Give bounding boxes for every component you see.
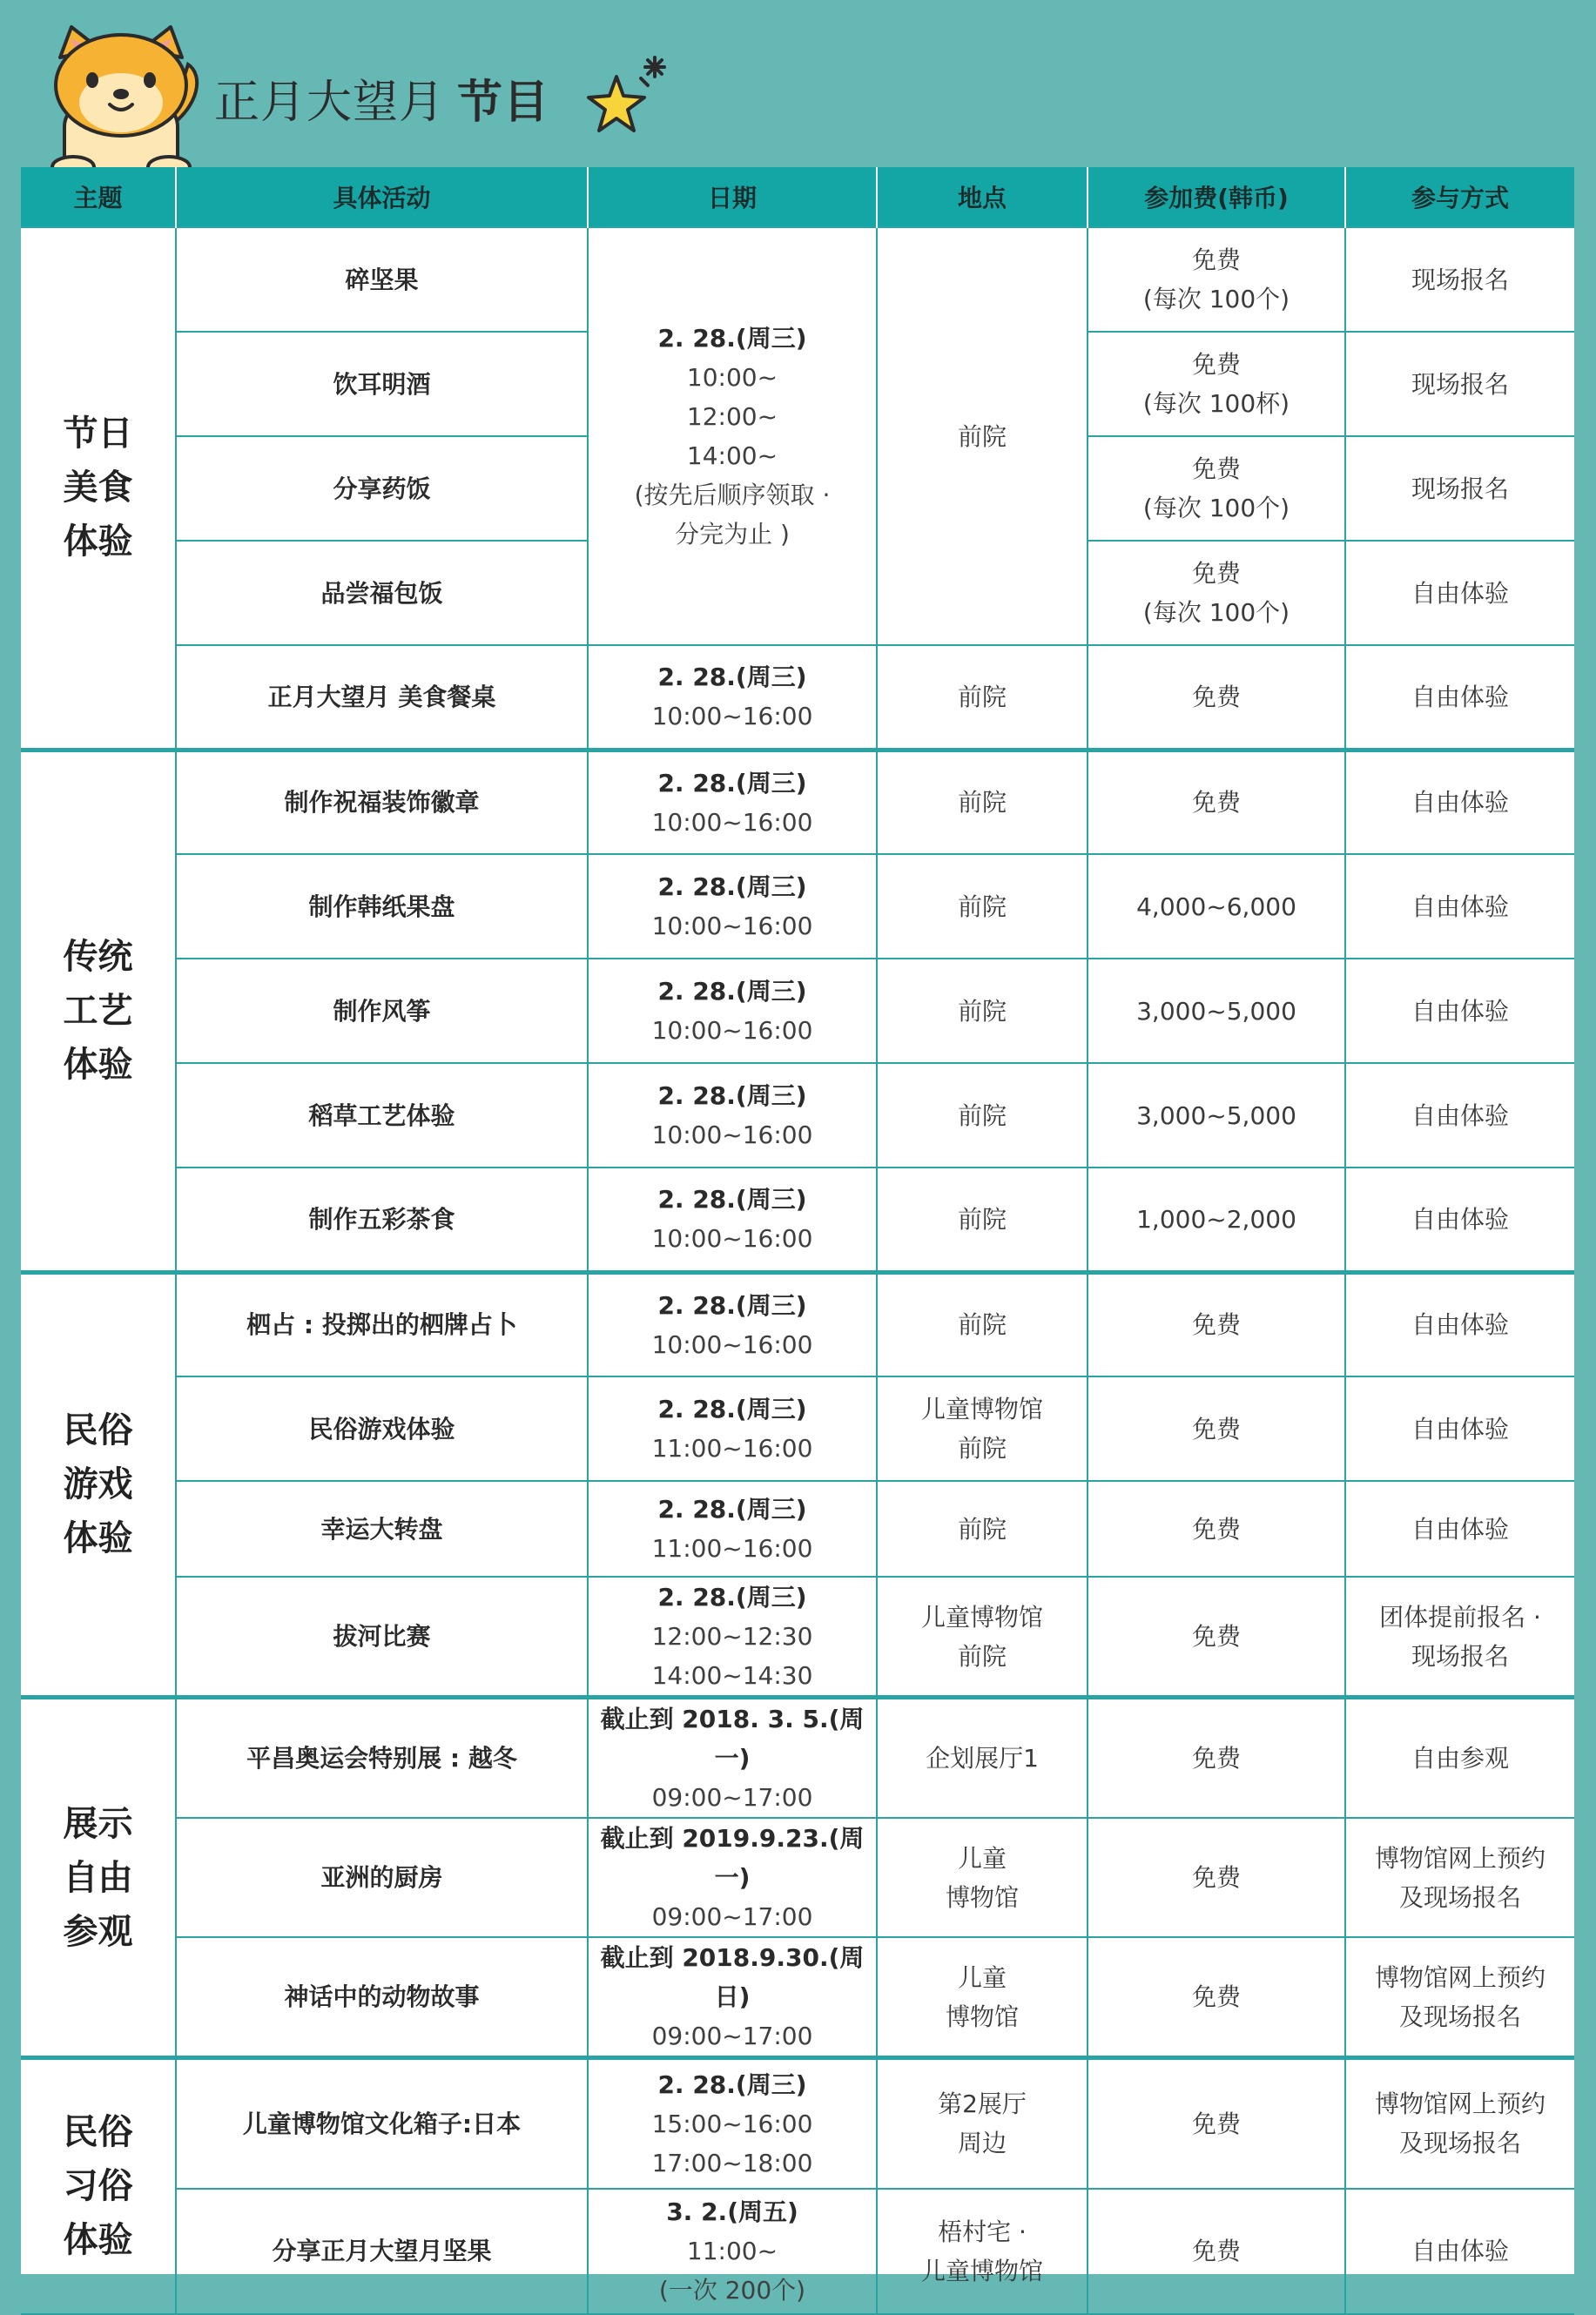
place-cell: 梧村宅 · 儿童博物馆 bbox=[877, 2189, 1088, 2314]
fee-cell: 免费 bbox=[1088, 2058, 1345, 2189]
date-cell bbox=[588, 1818, 877, 1937]
theme-cell: 展示 自由 参观 bbox=[21, 1698, 176, 2058]
date-time: 10:00~16:00 bbox=[651, 1016, 813, 1045]
table-header-row bbox=[21, 167, 1574, 227]
table-row bbox=[21, 1168, 1574, 1272]
method-cell: 自由体验 bbox=[1345, 645, 1574, 750]
activity-cell: 平昌奥运会特别展 : 越冬 bbox=[176, 1698, 588, 1819]
method-cell: 自由体验 bbox=[1345, 959, 1574, 1063]
date-cell bbox=[588, 1376, 877, 1481]
date-main: 3. 2.(周五) bbox=[666, 2197, 798, 2226]
header-place: 地点 bbox=[877, 167, 1088, 227]
table-row bbox=[21, 2189, 1574, 2314]
fee-cell: 免费 bbox=[1088, 1818, 1345, 1937]
place-cell: 儿童博物馆 前院 bbox=[877, 1577, 1088, 1698]
fee-cell: 免费 (每次 100个) bbox=[1088, 436, 1345, 541]
place-cell: 前院 bbox=[877, 645, 1088, 750]
header-date: 日期 bbox=[588, 167, 877, 227]
date-main: 2. 28.(周三) bbox=[657, 872, 807, 901]
date-time: 09:00~17:00 bbox=[651, 2022, 813, 2050]
date-main: 2. 28.(周三) bbox=[657, 1290, 807, 1320]
title-bold: 节目 bbox=[457, 77, 550, 129]
date-cell bbox=[588, 1481, 877, 1577]
fee-cell: 免费 bbox=[1088, 1376, 1345, 1481]
page-title bbox=[214, 71, 549, 134]
date-time: 15:00~16:00 17:00~18:00 bbox=[651, 2109, 813, 2177]
date-cell bbox=[588, 854, 877, 959]
shiba-dog-mascot-icon bbox=[38, 23, 204, 174]
activity-cell: 制作风筝 bbox=[176, 959, 588, 1063]
header-activity: 具体活动 bbox=[176, 167, 588, 227]
fee-cell: 免费 bbox=[1088, 645, 1345, 750]
table-row bbox=[21, 959, 1574, 1063]
place-cell: 前院 bbox=[877, 750, 1088, 854]
place-cell: 前院 bbox=[877, 959, 1088, 1063]
place-cell: 儿童博物馆 前院 bbox=[877, 1376, 1088, 1481]
activity-cell: 柶占 : 投掷出的柶牌占卜 bbox=[176, 1272, 588, 1376]
date-time: 11:00~16:00 bbox=[651, 1534, 813, 1563]
date-main: 截止到 2018. 3. 5.(周一) bbox=[600, 1705, 865, 1773]
place-cell: 前院 bbox=[877, 227, 1088, 645]
sparkle-star-icon bbox=[583, 52, 679, 139]
date-time: 12:00~12:30 14:00~14:30 bbox=[651, 1622, 813, 1690]
date-cell bbox=[588, 1937, 877, 2058]
date-main: 2. 28.(周三) bbox=[657, 1081, 807, 1110]
activity-cell: 拔河比赛 bbox=[176, 1577, 588, 1698]
place-cell: 儿童 博物馆 bbox=[877, 1937, 1088, 2058]
date-main: 2. 28.(周三) bbox=[657, 1395, 807, 1423]
date-cell bbox=[588, 1272, 877, 1376]
activity-cell: 碎坚果 bbox=[176, 227, 588, 332]
fee-cell: 免费 bbox=[1088, 1937, 1345, 2058]
date-cell bbox=[588, 2058, 877, 2189]
method-cell: 自由体验 bbox=[1345, 541, 1574, 645]
date-main: 2. 28.(周三) bbox=[657, 1185, 807, 1215]
date-main: 截止到 2018.9.30.(周日) bbox=[600, 1943, 865, 2011]
date-cell bbox=[588, 227, 877, 645]
date-cell bbox=[588, 1168, 877, 1272]
method-cell: 自由体验 bbox=[1345, 1481, 1574, 1577]
table-row bbox=[21, 1376, 1574, 1481]
theme-cell: 传统 工艺 体验 bbox=[21, 750, 176, 1272]
method-cell: 现场报名 bbox=[1345, 227, 1574, 332]
date-time: 10:00~16:00 bbox=[651, 807, 813, 837]
fee-cell: 免费 (每次 100个) bbox=[1088, 227, 1345, 332]
activity-cell: 神话中的动物故事 bbox=[176, 1937, 588, 2058]
title-main: 正月大望月 bbox=[214, 77, 446, 129]
method-cell: 自由体验 bbox=[1345, 1376, 1574, 1481]
fee-cell: 免费 (每次 100个) bbox=[1088, 541, 1345, 645]
program-table-container bbox=[21, 167, 1574, 2305]
place-cell: 企划展厅1 bbox=[877, 1698, 1088, 1819]
table-row bbox=[21, 2058, 1574, 2189]
method-cell: 现场报名 bbox=[1345, 436, 1574, 541]
fee-cell: 4,000~6,000 bbox=[1088, 854, 1345, 959]
place-cell: 儿童 博物馆 bbox=[877, 1818, 1088, 1937]
page-header bbox=[0, 0, 1596, 165]
fee-cell: 免费 bbox=[1088, 1272, 1345, 1376]
fee-cell: 免费 bbox=[1088, 750, 1345, 854]
date-time: 10:00~16:00 bbox=[651, 912, 813, 940]
method-cell: 自由体验 bbox=[1345, 750, 1574, 854]
method-cell: 自由体验 bbox=[1345, 854, 1574, 959]
method-cell: 团体提前报名 · 现场报名 bbox=[1345, 1577, 1574, 1698]
place-cell: 前院 bbox=[877, 1063, 1088, 1168]
fee-cell: 免费 bbox=[1088, 2189, 1345, 2314]
date-time: 10:00~16:00 bbox=[651, 702, 813, 731]
activity-cell: 品尝福包饭 bbox=[176, 541, 588, 645]
method-cell: 现场报名 bbox=[1345, 332, 1574, 436]
header-theme: 主题 bbox=[21, 167, 176, 227]
header-method: 参与方式 bbox=[1345, 167, 1574, 227]
activity-cell: 幸运大转盘 bbox=[176, 1481, 588, 1577]
date-time: 10:00~16:00 bbox=[651, 1224, 813, 1254]
date-time: 10:00~16:00 bbox=[651, 1120, 813, 1149]
method-cell: 自由体验 bbox=[1345, 1063, 1574, 1168]
method-cell: 自由体验 bbox=[1345, 1168, 1574, 1272]
date-time: 09:00~17:00 bbox=[651, 1902, 813, 1931]
theme-cell: 节日 美食 体验 bbox=[21, 227, 176, 750]
table-row bbox=[21, 227, 1574, 332]
date-main: 截止到 2019.9.23.(周一) bbox=[600, 1824, 865, 1892]
fee-cell: 免费 bbox=[1088, 1577, 1345, 1698]
table-row bbox=[21, 854, 1574, 959]
place-cell: 前院 bbox=[877, 1272, 1088, 1376]
table-row bbox=[21, 645, 1574, 750]
activity-cell: 分享药饭 bbox=[176, 436, 588, 541]
date-cell bbox=[588, 750, 877, 854]
activity-cell: 亚洲的厨房 bbox=[176, 1818, 588, 1937]
place-cell: 前院 bbox=[877, 1168, 1088, 1272]
activity-cell: 分享正月大望月坚果 bbox=[176, 2189, 588, 2314]
activity-cell: 民俗游戏体验 bbox=[176, 1376, 588, 1481]
theme-cell: 民俗 习俗 体验 bbox=[21, 2058, 176, 2314]
fee-cell: 3,000~5,000 bbox=[1088, 1063, 1345, 1168]
activity-cell: 正月大望月 美食餐桌 bbox=[176, 645, 588, 750]
fee-cell: 免费 (每次 100杯) bbox=[1088, 332, 1345, 436]
activity-cell: 制作五彩茶食 bbox=[176, 1168, 588, 1272]
activity-cell: 制作韩纸果盘 bbox=[176, 854, 588, 959]
date-main: 2. 28.(周三) bbox=[657, 324, 807, 353]
table-row bbox=[21, 1577, 1574, 1698]
date-cell bbox=[588, 1698, 877, 1819]
table-row bbox=[21, 1481, 1574, 1577]
activity-cell: 制作祝福装饰徽章 bbox=[176, 750, 588, 854]
method-cell: 自由参观 bbox=[1345, 1698, 1574, 1819]
activity-cell: 儿童博物馆文化箱子:日本 bbox=[176, 2058, 588, 2189]
place-cell: 第2展厅 周边 bbox=[877, 2058, 1088, 2189]
table-row bbox=[21, 1937, 1574, 2058]
date-main: 2. 28.(周三) bbox=[657, 1583, 807, 1612]
activity-cell: 饮耳明酒 bbox=[176, 332, 588, 436]
date-time: 10:00~16:00 bbox=[651, 1329, 813, 1359]
table-row bbox=[21, 1818, 1574, 1937]
program-table bbox=[21, 167, 1574, 2315]
method-cell: 博物馆网上预约 及现场报名 bbox=[1345, 1937, 1574, 2058]
theme-cell: 民俗 游戏 体验 bbox=[21, 1272, 176, 1698]
method-cell: 自由体验 bbox=[1345, 1272, 1574, 1376]
table-row bbox=[21, 1272, 1574, 1376]
method-cell: 博物馆网上预约 及现场报名 bbox=[1345, 1818, 1574, 1937]
place-cell: 前院 bbox=[877, 854, 1088, 959]
method-cell: 博物馆网上预约 及现场报名 bbox=[1345, 2058, 1574, 2189]
date-cell bbox=[588, 645, 877, 750]
fee-cell: 1,000~2,000 bbox=[1088, 1168, 1345, 1272]
date-main: 2. 28.(周三) bbox=[657, 1495, 807, 1524]
place-cell: 前院 bbox=[877, 1481, 1088, 1577]
method-cell: 自由体验 bbox=[1345, 2189, 1574, 2314]
table-row bbox=[21, 1698, 1574, 1819]
date-main: 2. 28.(周三) bbox=[657, 2069, 807, 2099]
date-cell bbox=[588, 1577, 877, 1698]
date-main: 2. 28.(周三) bbox=[657, 768, 807, 797]
date-time: 11:00~ (一次 200个) bbox=[658, 2237, 806, 2305]
date-cell bbox=[588, 2189, 877, 2314]
date-time: 11:00~16:00 bbox=[651, 1434, 813, 1463]
table-row bbox=[21, 750, 1574, 854]
date-time: 09:00~17:00 bbox=[651, 1783, 813, 1812]
date-cell bbox=[588, 1063, 877, 1168]
date-main: 2. 28.(周三) bbox=[657, 977, 807, 1006]
date-cell bbox=[588, 959, 877, 1063]
fee-cell: 免费 bbox=[1088, 1481, 1345, 1577]
header-fee: 参加费(韩币) bbox=[1088, 167, 1345, 227]
table-row bbox=[21, 1063, 1574, 1168]
activity-cell: 稻草工艺体验 bbox=[176, 1063, 588, 1168]
fee-cell: 免费 bbox=[1088, 1698, 1345, 1819]
date-time: 10:00~ 12:00~ 14:00~ (按先后顺序领取 · 分完为止 ) bbox=[634, 363, 831, 548]
fee-cell: 3,000~5,000 bbox=[1088, 959, 1345, 1063]
date-main: 2. 28.(周三) bbox=[657, 663, 807, 692]
